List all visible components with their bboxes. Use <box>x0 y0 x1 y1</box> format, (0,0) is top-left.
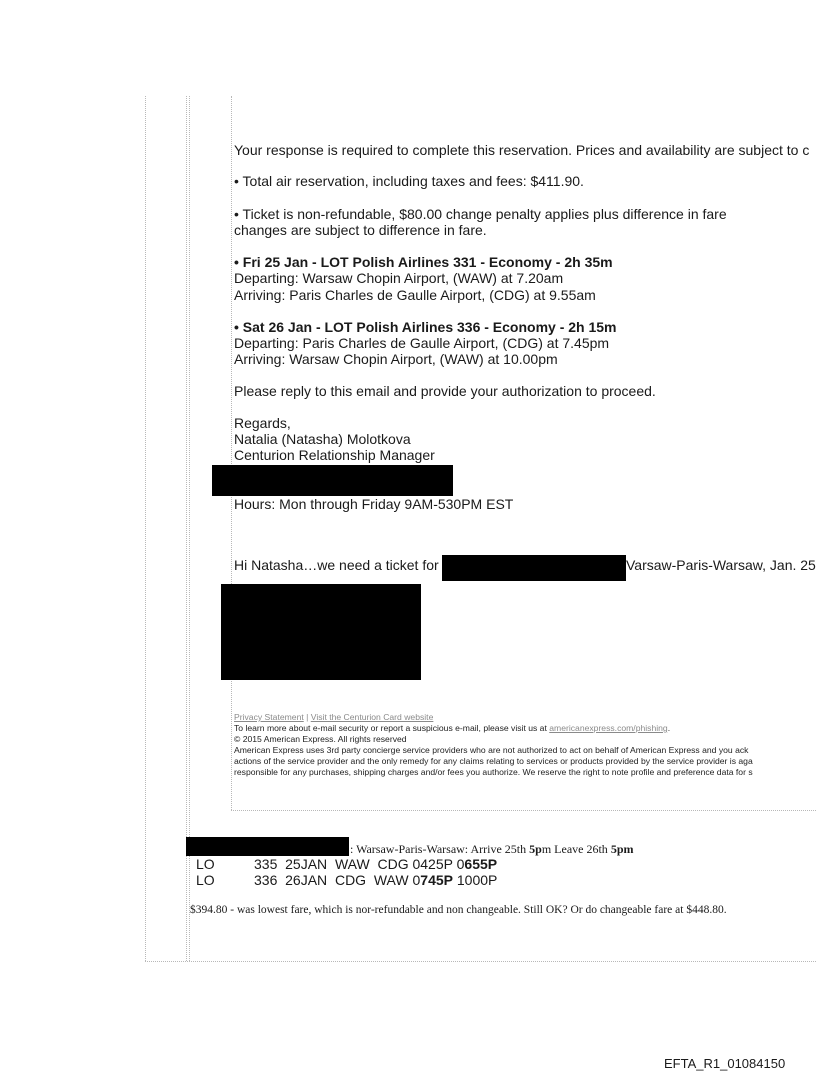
redaction-block <box>442 555 626 581</box>
inner-left-border-1 <box>186 96 187 961</box>
flight-number: 336 <box>254 872 278 888</box>
redaction-block <box>221 584 421 680</box>
carrier: LO <box>196 872 215 888</box>
origin: CDG <box>334 872 367 888</box>
summary-prefix: : Warsaw-Paris-Warsaw: Arrive 25th <box>350 842 530 856</box>
depart-time: 745P <box>420 872 453 888</box>
flight-2-depart: Departing: Paris Charles de Gaulle Airport, (CDG) at 7.45pm <box>234 335 610 351</box>
depart-prefix: 0 <box>412 872 421 888</box>
depart-time: 0425P <box>412 856 453 872</box>
security-text: To learn more about e-mail security or report a suspicious e-mail, please visit us at <box>234 723 547 733</box>
flight-row-2 <box>196 873 497 888</box>
intro-text: Your response is required to complete this reservation. Prices and availability are subject to c <box>234 142 810 158</box>
ticket-line-1: • Ticket is non-refundable, $80.00 change penalty applies plus difference in fare <box>234 206 727 222</box>
flight-1-depart: Departing: Warsaw Chopin Airport, (WAW) at 7.20am <box>234 270 564 286</box>
inner-left-border-2 <box>189 96 190 961</box>
date: 25JAN <box>285 856 328 872</box>
ticket-line-2: changes are subject to difference in fare. <box>234 222 487 238</box>
route-text: Varsaw-Paris-Warsaw, Jan. 25 <box>626 557 816 573</box>
fare-note: $394.80 - was lowest fare, which is nor-refundable and non changeable. Still OK? Or do changeable fare at $448.80. <box>190 904 727 916</box>
flight-2-title: • Sat 26 Jan - LOT Polish Airlines 336 - Economy - 2h 15m <box>234 319 617 335</box>
destination: WAW <box>373 872 409 888</box>
origin: WAW <box>334 856 370 872</box>
disclaimer-line-1: American Express uses 3rd party concierge service providers who are not authorized to act on behalf of American Express and you ack <box>234 745 749 755</box>
redaction-block <box>186 837 349 856</box>
privacy-link[interactable]: Privacy Statement <box>234 712 304 722</box>
arrive-time: 1000P <box>456 872 498 888</box>
centurion-link[interactable]: Visit the Centurion Card website <box>310 712 434 722</box>
outer-bottom-border <box>145 961 816 962</box>
outer-left-border <box>145 96 146 961</box>
flight-1-title: • Fri 25 Jan - LOT Polish Airlines 331 - Economy - 2h 35m <box>234 254 613 270</box>
arrive-time: 655P <box>464 856 498 872</box>
phishing-link[interactable]: americanexpress.com/phishing <box>549 723 668 733</box>
hi-natasha: Hi Natasha…we need a ticket for <box>234 557 439 573</box>
email-bottom-border <box>231 810 816 811</box>
security-period: . <box>667 723 671 733</box>
footer-links <box>234 712 433 723</box>
hours: Hours: Mon through Friday 9AM-530PM EST <box>234 496 514 512</box>
itinerary-summary <box>350 842 633 857</box>
summary-mid: m Leave 26th <box>541 842 611 856</box>
redaction-block <box>212 465 453 496</box>
link-separator: | <box>306 712 309 722</box>
email-left-border <box>231 96 232 810</box>
copyright: © 2015 American Express. All rights reserved <box>234 734 407 744</box>
total-text: • Total air reservation, including taxes and fees: $411.90. <box>234 173 584 189</box>
summary-leave-time: 5pm <box>610 842 634 856</box>
arrive-prefix: 0 <box>456 856 465 872</box>
flight-row-1 <box>196 857 497 872</box>
document-id: EFTA_R1_01084150 <box>664 1056 786 1071</box>
security-note <box>234 723 670 734</box>
regards: Regards, <box>234 415 291 431</box>
flight-2-arrive: Arriving: Warsaw Chopin Airport, (WAW) at 10.00pm <box>234 351 558 367</box>
date: 26JAN <box>285 872 328 888</box>
signer-name: Natalia (Natasha) Molotkova <box>234 431 411 447</box>
disclaimer-line-2: actions of the service provider and the only remedy for any claims relating to services or products provided by the service provider is aga <box>234 756 753 766</box>
destination: CDG <box>377 856 409 872</box>
flight-number: 335 <box>254 856 278 872</box>
flight-1-arrive: Arriving: Paris Charles de Gaulle Airport, (CDG) at 9.55am <box>234 287 596 303</box>
summary-arrive-time: 5p <box>529 842 542 856</box>
signer-role: Centurion Relationship Manager <box>234 447 435 463</box>
disclaimer-line-3: responsible for any purchases, shipping charges and/or fees you authorize. We reserve the right to note profile and preference data for s <box>234 767 753 777</box>
reply-request: Please reply to this email and provide your authorization to proceed. <box>234 383 656 399</box>
carrier: LO <box>196 856 215 872</box>
